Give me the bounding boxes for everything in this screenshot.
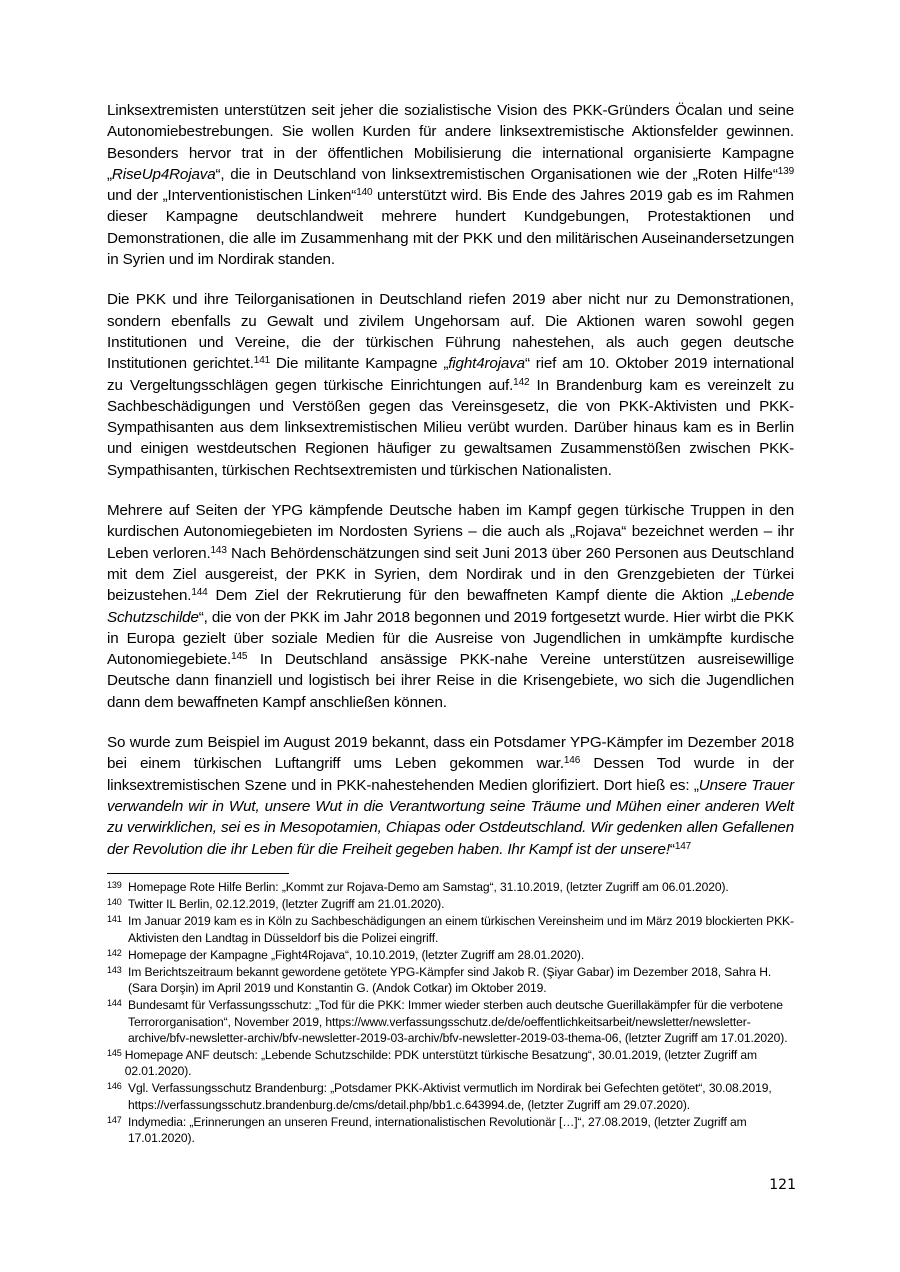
text-run: und der „Interventionistischen Linken“ [107, 187, 357, 205]
footnote [107, 964, 797, 996]
text-run: “, die in Deutschland von linksextremistischen Organisationen wie der „Roten Hilfe“ [215, 165, 778, 183]
footnote-number: 140 [107, 897, 122, 908]
footnote-reference: 139 [777, 165, 794, 177]
footnote [107, 1047, 797, 1079]
footnote-reference: 146 [563, 755, 581, 767]
text-run: Dem Ziel der Rekrutierung für den bewaffneten Kampf diente die Aktion „ [207, 587, 736, 605]
footnotes [107, 879, 797, 1147]
text-run: “, die von der PKK im Jahr 2018 begonnen und 2019 fortgesetzt wurde. Hier wirbt die PKK in Europa gezielt über soziale Medien für die Ausreise von Jugendlichen in umkämpfte kurdische Autonomiegebiete. [107, 608, 794, 669]
text-run: Dessen Tod wurde in der linksextremistischen Szene und in PKK-nahestehenden Medien glorifiziert. Dort hieß es: „ [107, 755, 794, 794]
text-run: In Deutschland ansässige PKK-nahe Vereine unterstützen ausreisewillige Deutsche dann finanziell und logistisch bei ihrer Reise in die Krisengebiete, wo sich die Jugendlichen dann dem bewaffneten Kampf anschließen können. [107, 651, 794, 711]
footnote-separator [107, 873, 289, 874]
footnote-number: 142 [107, 947, 122, 958]
footnote-text: Im Berichtszeitraum bekannt gewordene getötete YPG-Kämpfer sind Jakob R. (Şiyar Gabar) im Dezember 2018, Sahra H. (Sara Dorşin) im April 2019 und Konstantin G. (Andok Cotkar) im Oktober 2019. [128, 965, 772, 996]
body-text [107, 100, 794, 879]
italic-text: fight4rojava [448, 355, 525, 373]
footnote-text: Homepage Rote Hilfe Berlin: „Kommt zur Rojava-Demo am Samstag“, 31.10.2019, (letzter Zugriff am 06.01.2020). [128, 880, 729, 894]
footnote [107, 1080, 797, 1112]
footnote [107, 1114, 797, 1146]
footnote-text: Homepage der Kampagne „Fight4Rojava“, 10.10.2019, (letzter Zugriff am 28.01.2020). [128, 947, 585, 962]
paragraph [107, 500, 794, 713]
footnote [107, 947, 797, 963]
text-run: Die PKK und ihre Teilorganisationen in Deutschland riefen 2019 aber nicht nur zu Demonstrationen, sondern ebenfalls zu Gewalt und zivilem Ungehorsam auf. Die Aktionen waren sowohl gegen Institutionen und Vereine, die der türkischen Führung nahestehen, als auch gegen deutsche Institutionen gerichtet. [107, 291, 794, 373]
text-run: Linksextremisten unterstützen seit jeher die sozialistische Vision des PKK-Gründers Öcalan und seine Autonomiebestrebungen. Sie wollen Kurden für andere linksextremistische Aktionsfelder gewinnen. Besonders hervor trat in der öffentlichen Mobilisierung die international organisierte Kampagne „ [107, 102, 794, 183]
paragraph [107, 289, 794, 481]
footnote-reference: 143 [210, 544, 227, 556]
paragraph [107, 100, 794, 270]
footnote [107, 896, 797, 912]
text-run: Mehrere auf Seiten der YPG kämpfende Deutsche haben im Kampf gegen türkische Truppen in den kurdischen Autonomiegebieten im Nordosten Syriens – die auch als „Rojava“ bezeichnet werden – ihr Leben verloren. [107, 502, 794, 562]
footnote-number: 146 [107, 1081, 122, 1092]
footnote-reference: 140 [356, 187, 373, 199]
footnote [107, 879, 797, 895]
text-run: So wurde zum Beispiel im August 2019 bekannt, dass ein Potsdamer YPG-Kämpfer im Dezember 2018 bei einem türkischen Luftangriff ums Leben gekommen war. [107, 734, 794, 773]
footnote [107, 913, 797, 945]
text-run: unterstützt wird. Bis Ende des Jahres 2019 gab es im Rahmen dieser Kampagne deutschlandweit mehrere hundert Kundgebungen, Protestaktionen und Demonstrationen, die alle im Zusammenhang mit der PKK und den militärischen Auseinandersetzungen in Syrien und im Nordirak standen. [107, 187, 794, 269]
footnote [107, 997, 797, 1046]
footnote-text: Indymedia: „Erinnerungen an unseren Freund, internationalistischen Revolutionär […]“, 27.08.2019, (letzter Zugriff am 17.01.2020). [128, 1114, 747, 1146]
footnote-text: Bundesamt für Verfassungsschutz: „Tod für die PKK: Immer wieder sterben auch deutsche Guerillakämpfer für die verbotene Terrororganisation“, November 2019, https://www.verfassungsschutz.de/de/oeffentlichkeitsarbeit/newsletter/newsletter-archive/bfv-newsletter-archiv/bfv-newsletter-2019-03-archiv/bfv-newsletter-2019-03-thema-06, (letzter Zugriff am 17.01.2020). [128, 998, 788, 1045]
footnote-reference: 144 [191, 587, 208, 599]
footnote-number: 145 [107, 1048, 122, 1059]
footnote-number: 144 [107, 998, 122, 1009]
footnote-number: 147 [107, 1114, 122, 1125]
footnote-number: 139 [107, 880, 122, 890]
text-run: “ rief am 10. Oktober 2019 international zu Vergeltungsschlägen gegen türkische Einrichtungen auf. [107, 355, 794, 394]
text-run: Nach Behördenschätzungen sind seit Juni 2013 über 260 Personen aus Deutschland mit dem Ziel ausgereist, der PKK in Syrien, dem Nordirak und in den Grenzgebieten der Türkei beizustehen. [107, 544, 794, 605]
footnote-number: 141 [107, 914, 122, 925]
text-run: In Brandenburg kam es vereinzelt zu Sachbeschädigungen und Verstößen gegen das Vereinsgesetz, die von PKK-Aktivisten und PKK-Sympathisanten aus dem linksextremistischen Milieu verübt wurden. Darüber hinaus kam es in Berlin und einigen westdeutschen Regionen häufiger zu gewaltsamen Zusammenstößen zwischen PKK-Sympathisanten, türkischen Rechtsextremisten und türkischen Nationalisten. [107, 376, 794, 479]
footnote-reference: 145 [231, 651, 248, 663]
footnote-text: Vgl. Verfassungsschutz Brandenburg: „Potsdamer PKK-Aktivist vermutlich im Nordirak bei Gefechten getötet“, 30.08.2019, https://verfassungsschutz.brandenburg.de/cms/detail.php/bb1.c.643994.de, (letzter Zugriff am 29.07.2020). [128, 1081, 772, 1112]
italic-text: Lebende Schutzschilde [107, 587, 794, 626]
text-run: “ [669, 840, 675, 858]
footnote-reference: 142 [513, 376, 530, 388]
footnote-text: Twitter IL Berlin, 02.12.2019, (letzter Zugriff am 21.01.2020). [128, 897, 445, 912]
footnote-text: Homepage ANF deutsch: „Lebende Schutzschilde: PDK unterstützt türkische Besatzung“, 30.01.2019, (letzter Zugriff am 02.01.2020). [124, 1048, 757, 1079]
page-number: 121 [769, 1177, 796, 1193]
footnote-reference: 147 [674, 840, 692, 852]
footnote-reference: 141 [253, 355, 271, 367]
italic-text: Unsere Trauer verwandeln wir in Wut, unsere Wut in die Verantwortung seine Träume und Mühen einer anderen Welt zu verwirklichen, sei es in Mesopotamien, Chiapas oder Ostdeutschland. Wir gedenken allen Gefallenen der Revolution die ihr Leben für die Freiheit gegeben haben. Ihr Kampf ist der unsere! [107, 776, 794, 858]
text-run: Die militante Kampagne „ [270, 355, 449, 373]
italic-text: RiseUp4Rojava [111, 165, 216, 183]
footnote-text: Im Januar 2019 kam es in Köln zu Sachbeschädigungen an einem türkischen Vereinsheim und im März 2019 blockierten PKK-Aktivisten den Landtag in Düsseldorf bis die Polizei eingriff. [128, 914, 794, 945]
paragraph [107, 732, 794, 860]
footnote-number: 143 [107, 965, 122, 976]
